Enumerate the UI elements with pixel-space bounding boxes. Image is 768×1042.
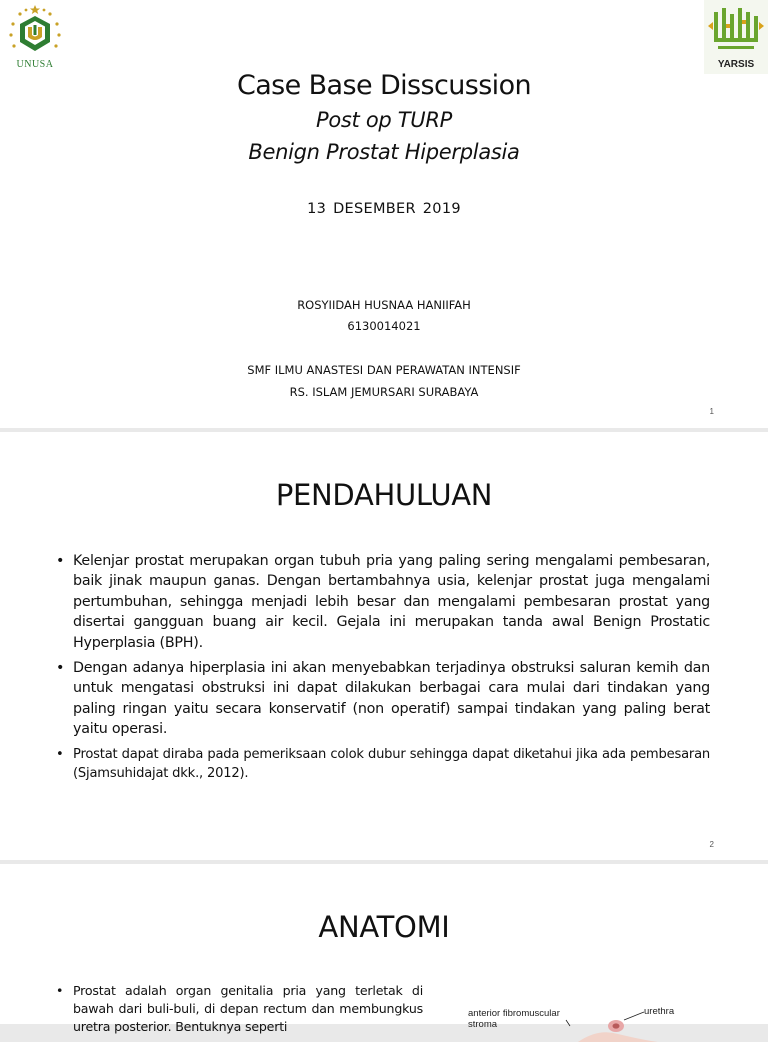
unusa-emblem-icon xyxy=(6,4,64,60)
figure-label-urethra: urethra xyxy=(644,1006,675,1017)
hospital-name: RS. ISLAM JEMURSARI SURABAYA xyxy=(289,385,479,399)
presenter-id: 6130014021 xyxy=(347,319,421,333)
yarsis-emblem-icon xyxy=(704,0,768,58)
presentation-title: Case Base Disscussion xyxy=(236,70,532,101)
bullet-list xyxy=(56,551,710,788)
bullet-list xyxy=(56,982,423,1036)
slide-anatomi xyxy=(0,864,768,1034)
presentation-date: 13 DESEMBER 2019 xyxy=(307,201,461,217)
presenter-name: ROSYIIDAH HUSNAA HANIIFAH xyxy=(297,298,471,312)
slide-title xyxy=(0,0,768,428)
list-item: • Prostat dapat diraba pada pemeriksaan colok dubur sehingga dapat diketahui jika ada pembesaran (Sjamsuhidajat dkk., 2012). xyxy=(56,745,710,783)
prostate-anatomy-figure xyxy=(458,1002,728,1042)
prostate-illustration-icon xyxy=(458,1002,728,1042)
department-name: SMF ILMU ANASTESI DAN PERAWATAN INTENSIF xyxy=(247,363,521,377)
unusa-logo xyxy=(6,4,64,72)
slide-pendahuluan xyxy=(0,432,768,860)
figure-label-stroma: anterior fibromuscular stroma xyxy=(468,1008,560,1030)
list-item: • Dengan adanya hiperplasia ini akan menyebabkan terjadinya obstruksi saluran kemih dan untuk mengatasi obstruksi ini dapat dilakukan berbagai cara mulai dari tindakan yang paling ringan yaitu secara konservatif (non operatif) sampai tindakan yang paling berat yaitu operasi. xyxy=(56,658,710,740)
yarsis-logo xyxy=(704,0,768,74)
presentation-subtitle-2: Benign Prostat Hiperplasia xyxy=(248,140,520,164)
presentation-subtitle-1: Post op TURP xyxy=(315,108,453,132)
list-item: • Kelenjar prostat merupakan organ tubuh pria yang paling sering mengalami pembesaran, baik jinak maupun ganas. Dengan bertambahnya usia, kelenjar prostat juga mengalami pertumbuhan, sehingga menjadi lebih besar dan mengalami pembesaran prostat yang disertai gangguan buang air kecil. Gejala ini merupakan tanda awal Benign Prostatic Hyperplasia (BPH). xyxy=(56,551,710,653)
slide-page-number: 2 xyxy=(709,840,714,849)
yarsis-logo-caption: YARSIS xyxy=(717,59,755,70)
list-item: • Prostat adalah organ genitalia pria yang terletak di bawah dari buli-buli, di depan rectum dan membungkus uretra posterior. Bentuknya seperti xyxy=(56,982,423,1036)
unusa-logo-caption: UNUSA xyxy=(16,59,54,70)
slide-heading: ANATOMI xyxy=(318,910,450,944)
slide-heading: PENDAHULUAN xyxy=(275,478,493,512)
slide-page-number: 1 xyxy=(709,407,714,416)
